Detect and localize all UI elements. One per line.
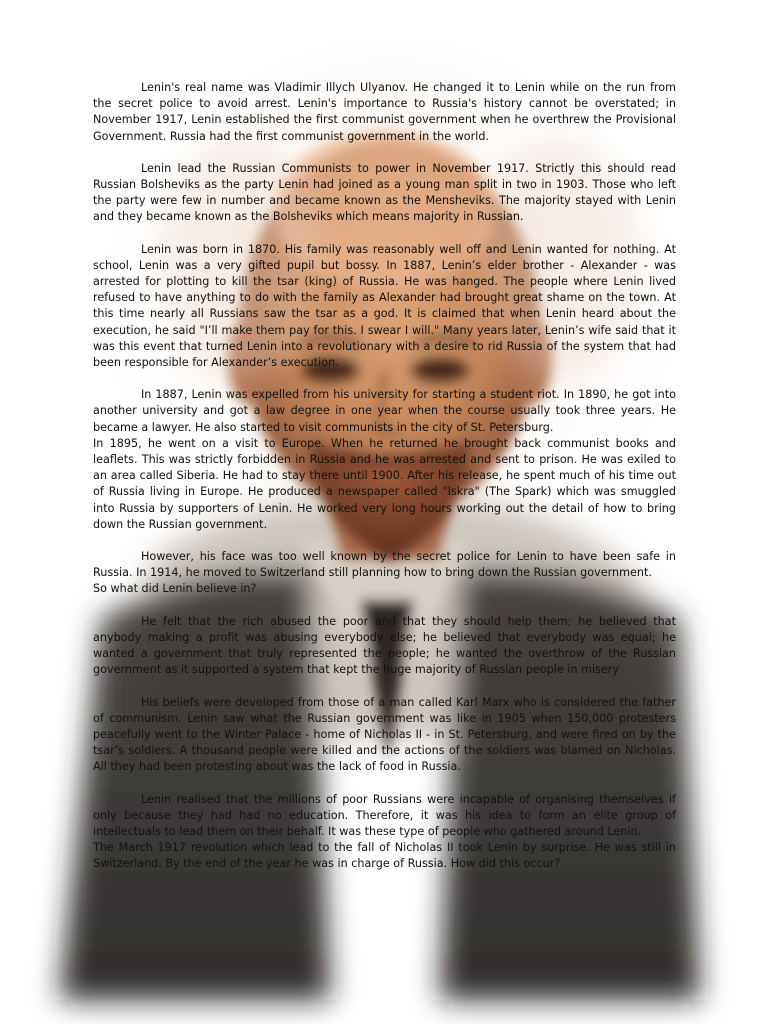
paragraph-bolsheviks: Lenin lead the Russian Communists to power in November 1917. Strictly this should read Russian Bolsheviks as the party Lenin had joined as a young man split in two in 1903. Those who left the party were few in number and became known as the Mensheviks. The majority stayed with Lenin and they became known as the Bolsheviks which means majority in Russian. bbox=[93, 161, 676, 224]
paragraph-march-revolution: The March 1917 revolution which lead to the fall of Nicholas II took Lenin by surprise. He was still in Switzerland. By the end of the year he was in charge of Russia. How did this occur? bbox=[93, 841, 676, 871]
paragraph-karl-marx: His beliefs were developed from those of a man called Karl Marx who is considered the father of communism. Lenin saw what the Russian government was like in 1905 when 150,000 protesters peacefully went to the Winter Palace - home of Nicholas II - in St. Petersburg, and were fired on by the tsar’s soldiers. A thousand people were killed and the actions of the soldiers was blamed on Nicholas. All they had been protesting about was the lack of food in Russia. bbox=[93, 695, 676, 774]
paragraph-elite-group: Lenin realised that the millions of poor Russians were incapable of organising themselves if only because they had had no education. Therefore, it was his idea to form an elite group of intellectuals to lead them on their behalf. It was these type of people who gathered around Lenin. bbox=[93, 792, 676, 838]
paragraph-beliefs: He felt that the rich abused the poor and that they should help them; he believed that anybody making a profit was abusing everybody else; he believed that everybody was equal; he wanted a government that truly represented the people; he wanted the overthrow of the Russian government as it supported a system that kept the huge majority of Russian people in misery bbox=[93, 614, 676, 677]
paragraph-real-name: Lenin's real name was Vladimir Illych Ulyanov. He changed it to Lenin while on the run from the secret police to avoid arrest. Lenin's importance to Russia's history cannot be overstated; in November 1917, Lenin established the first communist government when he overthrew the Provisional Government. Russia had the first communist government in the world. bbox=[93, 81, 676, 143]
paragraph-europe-visit: In 1895, he went on a visit to Europe. When he returned he brought back communist books and leaflets. This was strictly forbidden in Russia and he was arrested and sent to prison. He was exiled to an area called Siberia. He had to stay there until 1900. After his release, he spent much of his time out of Russia living in Europe. He produced a newspaper called "Iskra" (The Spark) which was smuggled into Russia by supporters of Lenin. He worked very long hours working out the detail of how to bring down the Russian government. bbox=[93, 436, 676, 531]
paragraph-early-life: Lenin was born in 1870. His family was reasonably well off and Lenin wanted for nothing. At school, Lenin was a very gifted pupil but bossy. In 1887, Lenin’s elder brother - Alexander - was arrested for plotting to kill the tsar (king) of Russia. He was hanged. The people where Lenin lived refused to have anything to do with the family as Alexander had brought great shame on the town. At this time nearly all Russians saw the tsar as a god. It is claimed that when Lenin heard about the execution, he said "I’ll make them pay for this. I swear I will." Many years later, Lenin’s wife said that it was this event that turned Lenin into a revolutionary with a desire to rid Russia of the system that had been responsible for Alexander’s execution. bbox=[93, 242, 676, 370]
paragraph-question-beliefs: So what did Lenin believe in? bbox=[93, 582, 257, 596]
document-text bbox=[93, 80, 676, 889]
paragraph-switzerland: However, his face was too well known by the secret police for Lenin to have been safe in Russia. In 1914, he moved to Switzerland still planning how to bring down the Russian government. bbox=[93, 550, 676, 580]
paragraph-university: In 1887, Lenin was expelled from his university for starting a student riot. In 1890, he got into another university and got a law degree in one year when the course usually took three years. He became a lawyer. He also started to visit communists in the city of St. Petersburg. bbox=[93, 388, 676, 434]
